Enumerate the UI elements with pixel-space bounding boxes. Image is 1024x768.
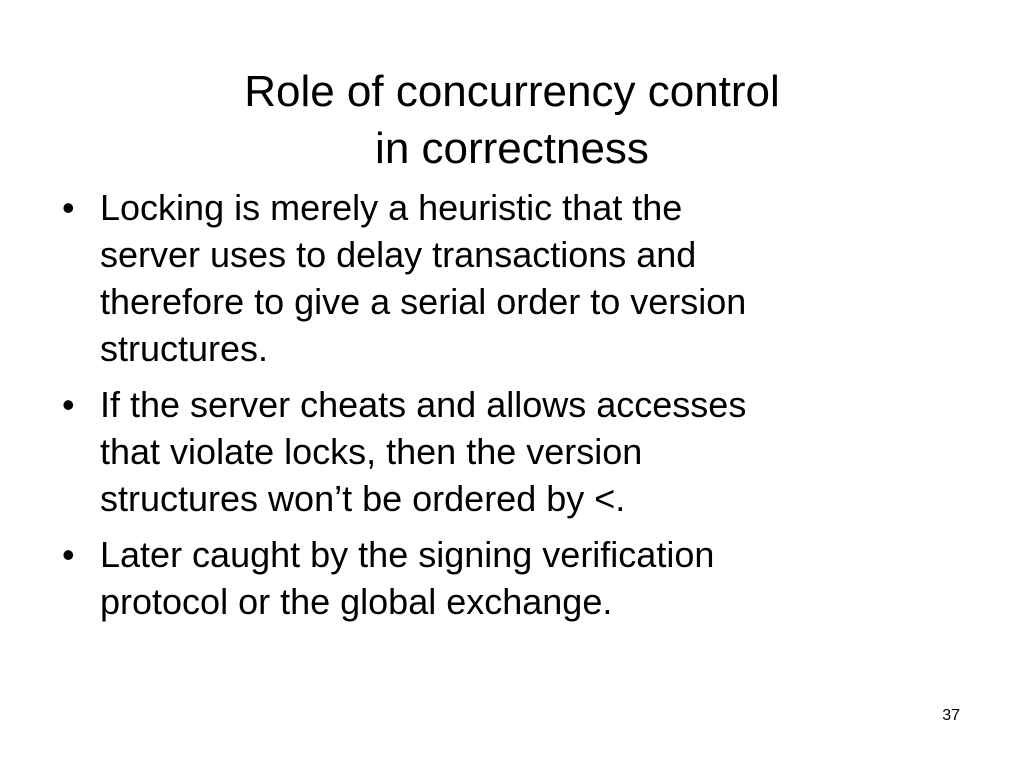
bullet-line: If the server cheats and allows accesses bbox=[100, 384, 747, 425]
title-line-1: Role of concurrency control bbox=[244, 67, 780, 117]
bullet-line: therefore to give a serial order to version bbox=[100, 281, 747, 322]
bullet-line: structures won’t be ordered by <. bbox=[100, 478, 626, 519]
bullet-line: that violate locks, then the version bbox=[100, 431, 643, 472]
bullet-line: protocol or the global exchange. bbox=[100, 581, 613, 622]
bullet-item-later-caught bbox=[58, 531, 958, 625]
bullet-item-server-cheats bbox=[58, 381, 958, 522]
bullet-point-icon: • bbox=[62, 534, 75, 575]
bullet-item-locking-heuristic bbox=[58, 184, 958, 372]
slide-title bbox=[62, 63, 962, 177]
bullet-list bbox=[58, 184, 958, 634]
bullet-point-icon: • bbox=[62, 187, 75, 228]
title-line-2: in correctness bbox=[375, 124, 649, 174]
bullet-line: structures. bbox=[100, 328, 269, 369]
bullet-line: Later caught by the signing verification bbox=[100, 534, 715, 575]
slide-number: 37 bbox=[942, 707, 960, 724]
bullet-line: Locking is merely a heuristic that the bbox=[100, 187, 683, 228]
bullet-point-icon: • bbox=[62, 384, 75, 425]
bullet-line: server uses to delay transactions and bbox=[100, 234, 697, 275]
